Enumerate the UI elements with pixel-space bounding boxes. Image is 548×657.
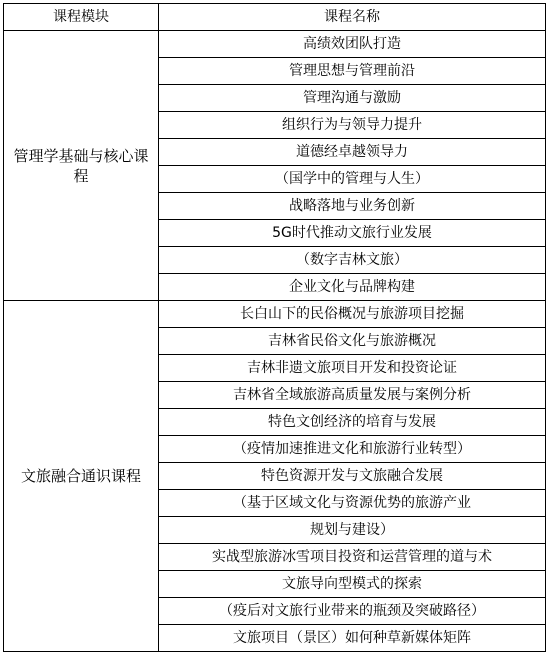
course-name-cell: 吉林省民俗文化与旅游概况 bbox=[159, 328, 546, 355]
table-body bbox=[4, 31, 546, 652]
course-name-cell: （疫情加速推进文化和旅游行业转型） bbox=[159, 436, 546, 463]
course-name-cell: 吉林非遗文旅项目开发和投资论证 bbox=[159, 355, 546, 382]
header-row bbox=[4, 4, 546, 31]
course-column-header: 课程名称 bbox=[159, 4, 546, 31]
module-cell: 文旅融合通识课程 bbox=[4, 301, 159, 652]
course-name-cell: 特色文创经济的培育与发展 bbox=[159, 409, 546, 436]
course-name-cell: 特色资源开发与文旅融合发展 bbox=[159, 463, 546, 490]
course-name-cell: （数字吉林文旅） bbox=[159, 247, 546, 274]
course-name-cell: （疫后对文旅行业带来的瓶颈及突破路径） bbox=[159, 598, 546, 625]
table-row bbox=[4, 31, 546, 58]
course-name-cell: （基于区域文化与资源优势的旅游产业 bbox=[159, 490, 546, 517]
course-name-cell: 道德经卓越领导力 bbox=[159, 139, 546, 166]
course-name-cell: 组织行为与领导力提升 bbox=[159, 112, 546, 139]
table-row bbox=[4, 301, 546, 328]
module-cell: 管理学基础与核心课程 bbox=[4, 31, 159, 301]
course-name-cell: 战略落地与业务创新 bbox=[159, 193, 546, 220]
course-name-cell: 吉林省全域旅游高质量发展与案例分析 bbox=[159, 382, 546, 409]
course-name-cell: 管理沟通与激励 bbox=[159, 85, 546, 112]
course-name-cell: 长白山下的民俗概况与旅游项目挖掘 bbox=[159, 301, 546, 328]
course-name-cell: 规划与建设） bbox=[159, 517, 546, 544]
course-name-cell: 文旅导向型模式的探索 bbox=[159, 571, 546, 598]
course-name-cell: 文旅项目（景区）如何种草新媒体矩阵 bbox=[159, 625, 546, 652]
course-name-cell: 管理思想与管理前沿 bbox=[159, 58, 546, 85]
course-name-cell: 企业文化与品牌构建 bbox=[159, 274, 546, 301]
course-name-cell: 5G时代推动文旅行业发展 bbox=[159, 220, 546, 247]
course-name-cell: 实战型旅游冰雪项目投资和运营管理的道与术 bbox=[159, 544, 546, 571]
course-table bbox=[3, 3, 546, 652]
module-column-header: 课程模块 bbox=[4, 4, 159, 31]
course-name-cell: （国学中的管理与人生） bbox=[159, 166, 546, 193]
course-name-cell: 高绩效团队打造 bbox=[159, 31, 546, 58]
